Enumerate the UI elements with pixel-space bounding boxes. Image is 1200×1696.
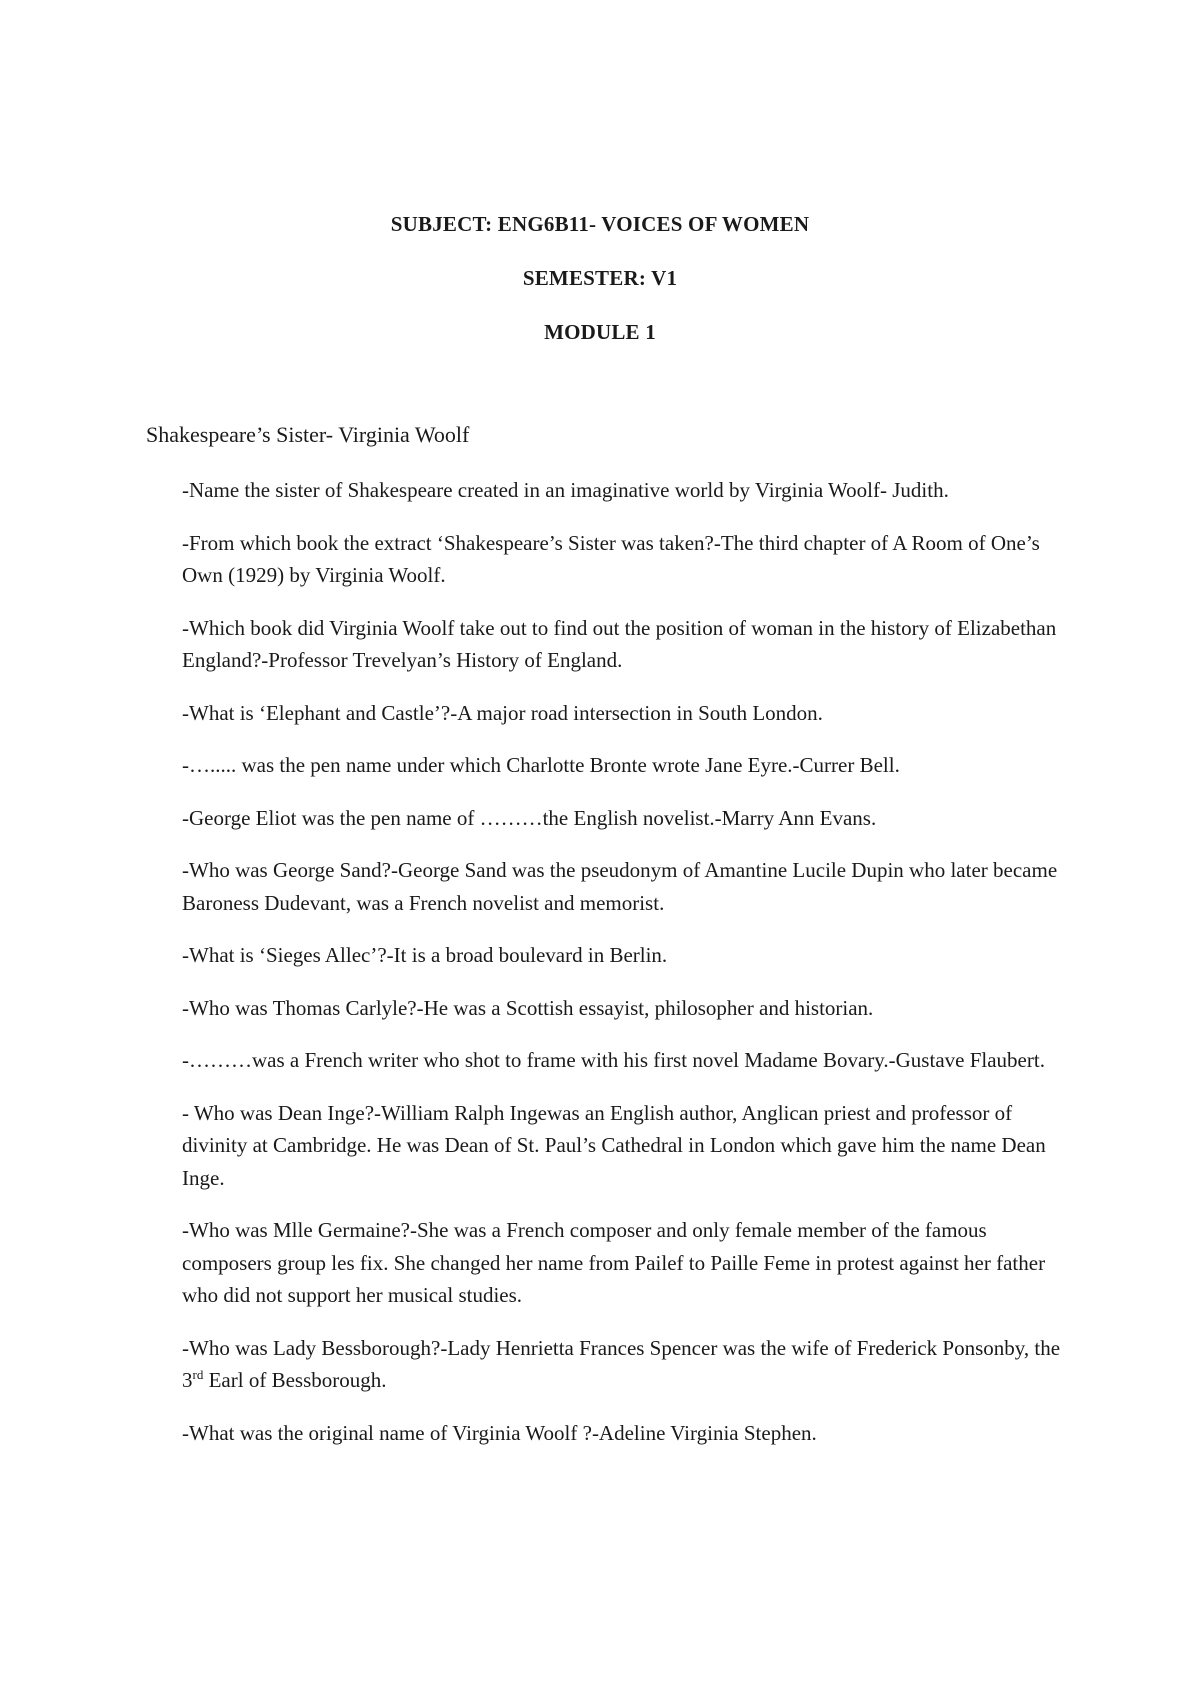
qa-item: -Who was Mlle Germaine?-She was a French composer and only female member of the famous composers group les fix. She changed her name from Pailef to Paille Feme in protest against her father who did not support her musical studies. (182, 1218, 1046, 1307)
qa-item: -What is ‘Elephant and Castle’?-A major road intersection in South London. (182, 700, 823, 725)
qa-item (182, 1332, 1062, 1397)
qa-text-after-superscript: Earl of Bessborough. (203, 1368, 387, 1392)
qa-item: -George Eliot was the pen name of ………the English novelist.-Marry Ann Evans. (182, 805, 877, 830)
subject-heading: SUBJECT: ENG6B11- VOICES OF WOMEN (390, 212, 810, 236)
qa-item: -………was a French writer who shot to frame with his first novel Madame Bovary.-Gustave Flaubert. (182, 1048, 1045, 1072)
module-heading: MODULE 1 (544, 320, 656, 344)
semester-heading: SEMESTER: V1 (522, 266, 678, 290)
qa-item: -Who was Thomas Carlyle?-He was a Scottish essayist, philosopher and historian. (182, 995, 874, 1020)
qa-item: -What is ‘Sieges Allec’?-It is a broad boulevard in Berlin. (182, 943, 668, 967)
qa-item: -From which book the extract ‘Shakespeare’s Sister was taken?-The third chapter of A Room of One’s Own (1929) by Virginia Woolf. (182, 530, 1040, 587)
qa-item: -…..... was the pen name under which Charlotte Bronte wrote Jane Eyre.-Currer Bell. (182, 753, 900, 777)
qa-item: -Who was George Sand?-George Sand was the pseudonym of Amantine Lucile Dupin who later became Baroness Dudevant, was a French novelist and memorist. (182, 858, 1058, 915)
qa-item: - Who was Dean Inge?-William Ralph Ingewas an English author, Anglican priest and professor of divinity at Cambridge. He was Dean of St. Paul’s Cathedral in London which gave him the name Dean Inge. (182, 1100, 1046, 1190)
qa-item: -Name the sister of Shakespeare created in an imaginative world by Virginia Woolf- Judith. (182, 478, 949, 502)
qa-text-before-superscript: -Who was Lady Bessborough?-Lady Henrietta Frances Spencer was the wife of Frederick Ponsonby, the 3 (182, 1335, 1061, 1392)
ordinal-superscript: rd (192, 1367, 204, 1382)
qa-item: -What was the original name of Virginia Woolf ?-Adeline Virginia Stephen. (182, 1420, 817, 1445)
section-title: Shakespeare’s Sister- Virginia Woolf (146, 422, 470, 447)
qa-item: -Which book did Virginia Woolf take out to find out the position of woman in the history of Elizabethan England?-Professor Trevelyan’s History of England. (182, 615, 1057, 672)
qa-list (182, 474, 1062, 1469)
